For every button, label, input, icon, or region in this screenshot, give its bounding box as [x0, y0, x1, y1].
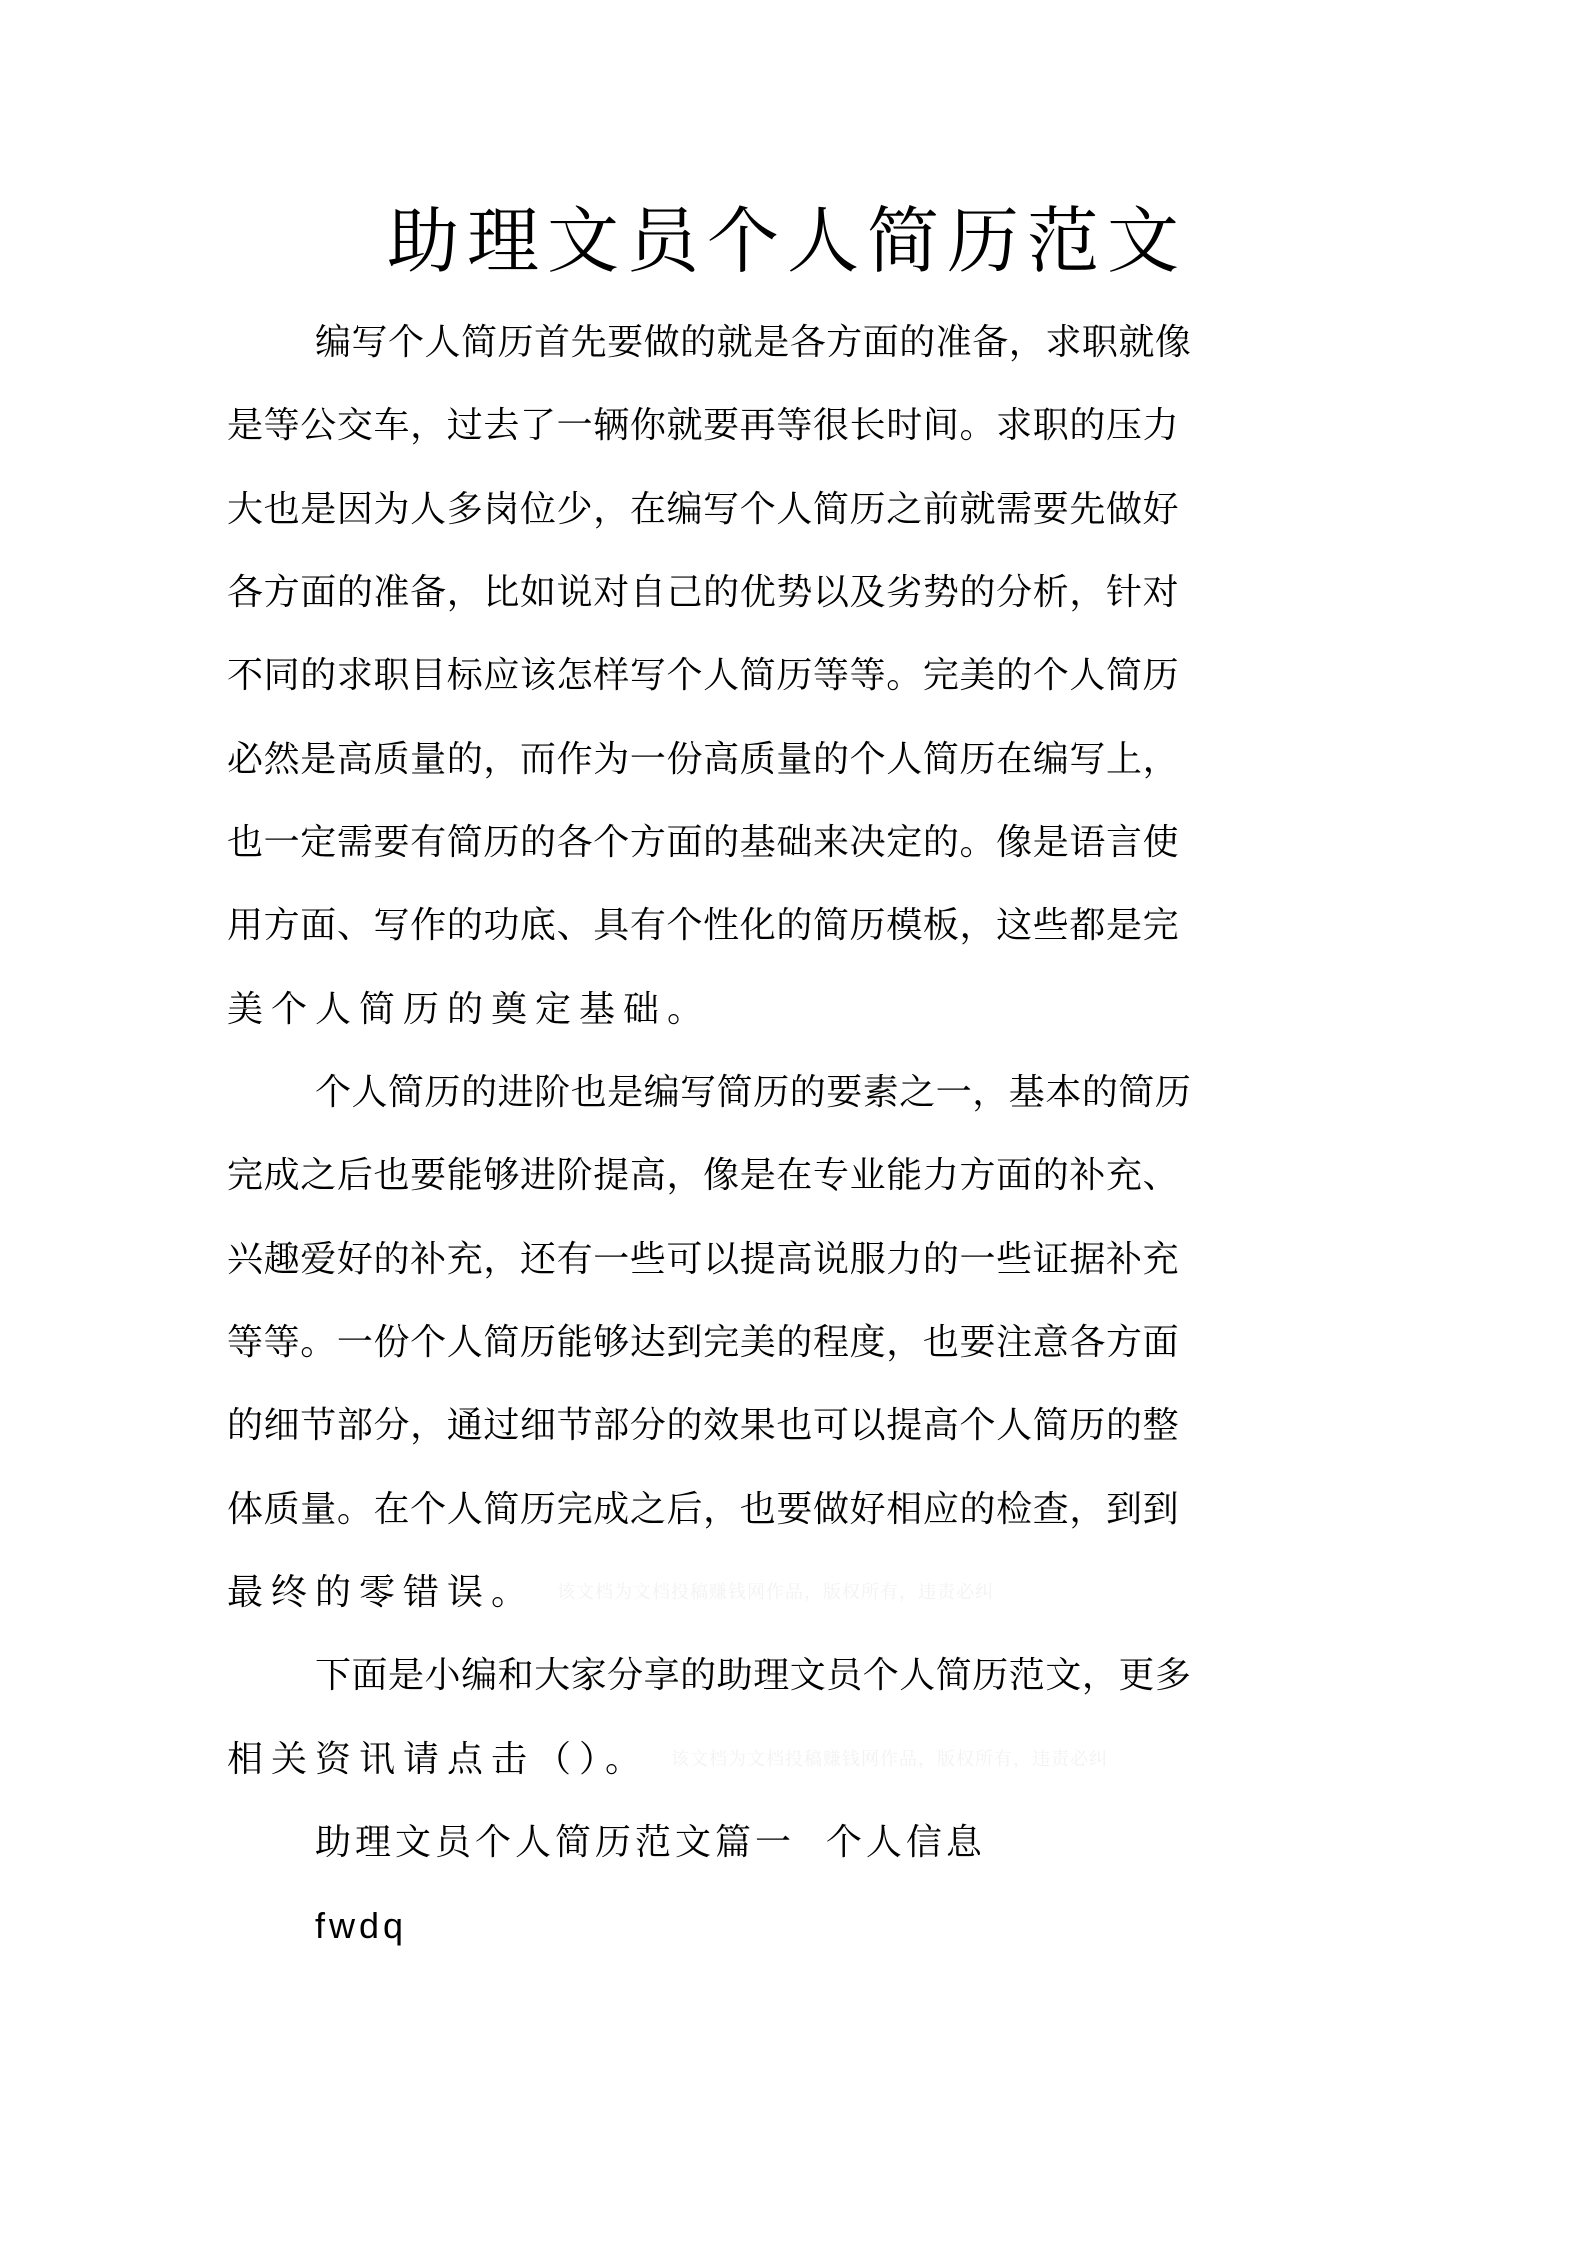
paragraph-1-line-6: 必 然 是 高 质 量 的 ， 而 作 为 一 份 高 质 量 的 个 人 简 历 在 编 写 上 ， — [227, 739, 1179, 780]
paragraph-2-line-5: 的 细 节 部 分 ， 通 过 细 节 部 分 的 效 果 也 可 以 提 高 个 人 简 历 的 整 — [227, 1405, 1179, 1446]
paragraph-2-line-7-text: 最终的零错误。 — [227, 1572, 536, 1613]
document-title: 助理文员个人简历范文 — [386, 199, 1187, 283]
watermark-text: 该文档为文档投稿赚钱网作品，版权所有，违责必纠 — [557, 1582, 995, 1603]
paragraph-1-line-9-text: 美个人简历的奠定基础。 — [227, 989, 712, 1030]
paragraph-1-line-3: 大 也 是 因 为 人 多 岗 位 少 ， 在 编 写 个 人 简 历 之 前 就 需 要 先 做 好 — [227, 489, 1179, 530]
paragraph-1-line-9 — [227, 985, 711, 1035]
paragraph-2-line-3: 兴 趣 爱 好 的 补 充 ， 还 有 一 些 可 以 提 高 说 服 力 的 一 些 证 据 补 充 — [227, 1239, 1179, 1280]
paragraph-1-line-1: 编 写 个 人 简 历 首 先 要 做 的 就 是 各 方 面 的 准 备 ， 求 职 就 像 — [315, 322, 1191, 363]
section-heading-text: 助理文员个人简历范文篇一 个人信息 — [315, 1822, 986, 1863]
paragraph-1-line-5: 不 同 的 求 职 目 标 应 该 怎 样 写 个 人 简 历 等 等 。 完 美 的 个 人 简 历 — [227, 655, 1179, 696]
paragraph-3-line-1: 下 面 是 小 编 和 大 家 分 享 的 助 理 文 员 个 人 简 历 范 文 ， 更 多 — [315, 1655, 1191, 1696]
paragraph-2-line-2: 完 成 之 后 也 要 能 够 进 阶 提 高 ， 像 是 在 专 业 能 力 方 面 的 补 充 、 — [227, 1155, 1179, 1196]
section-body — [315, 1901, 407, 1951]
paragraph-1-line-4: 各 方 面 的 准 备 ， 比 如 说 对 自 己 的 优 势 以 及 劣 势 的 分 析 ， 针 对 — [227, 572, 1179, 613]
paragraph-2-line-7 — [227, 1568, 994, 1618]
paragraph-1-line-7: 也 一 定 需 要 有 简 历 的 各 个 方 面 的 基 础 来 决 定 的 。 像 是 语 言 使 — [227, 822, 1179, 863]
paragraph-3-line-2-text: 相关资讯请点击（）。 — [227, 1739, 650, 1780]
watermark-text: 该文档为文档投稿赚钱网作品，版权所有，违责必纠 — [671, 1749, 1109, 1770]
paragraph-2-line-1: 个 人 简 历 的 进 阶 也 是 编 写 简 历 的 要 素 之 一 ， 基 本 的 简 历 — [315, 1072, 1191, 1113]
paragraph-2-line-6: 体 质 量 。 在 个 人 简 历 完 成 之 后 ， 也 要 做 好 相 应 的 检 查 ， 到 到 — [227, 1489, 1179, 1530]
section-heading — [315, 1818, 986, 1868]
section-body-text: fwdq — [315, 1905, 408, 1946]
paragraph-1-line-8: 用 方 面 、 写 作 的 功 底 、 具 有 个 性 化 的 简 历 模 板 ， 这 些 都 是 完 — [227, 905, 1179, 946]
paragraph-2-line-4: 等 等 。 一 份 个 人 简 历 能 够 达 到 完 美 的 程 度 ， 也 要 注 意 各 方 面 — [227, 1322, 1179, 1363]
paragraph-3-line-2 — [227, 1735, 1108, 1785]
paragraph-1-line-2: 是 等 公 交 车 ， 过 去 了 一 辆 你 就 要 再 等 很 长 时 间 。 求 职 的 压 力 — [227, 405, 1179, 446]
